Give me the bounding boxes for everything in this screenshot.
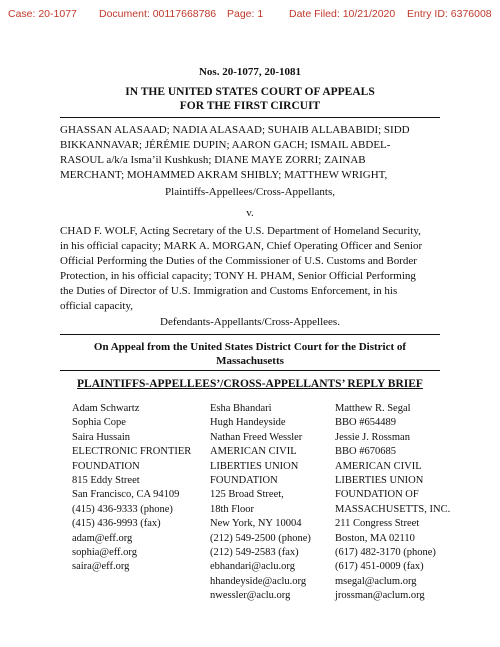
counsel-line: LIBERTIES UNION <box>335 474 424 486</box>
counsel-line: (617) 451-0009 (fax) <box>335 561 424 573</box>
counsel-line: FOUNDATION OF <box>335 489 419 501</box>
defendants-line: Protection, in his official capacity; TONY H. PHAM, Senior Official Performing <box>60 270 416 282</box>
counsel-line: Matthew R. Segal <box>335 403 411 414</box>
counsel-line: BBO #670685 <box>335 446 396 458</box>
plaintiffs-block <box>60 123 440 183</box>
counsel-line: (212) 549-2583 (fax) <box>210 546 299 558</box>
counsel-email: adam@eff.org <box>72 532 133 544</box>
counsel-email: sophia@eff.org <box>72 546 137 558</box>
brief-title: PLAINTIFFS-APPELLEES’/CROSS-APPELLANTS’ REPLY BRIEF <box>77 378 423 390</box>
plaintiffs-line: GHASSAN ALASAAD; NADIA ALASAAD; SUHAIB ALLABABIDI; SIDD <box>60 124 410 136</box>
counsel-line: 815 Eddy Street <box>72 474 140 486</box>
header-page: Page: 1 <box>227 8 264 20</box>
defendants-line: CHAD F. WOLF, Acting Secretary of the U.S. Department of Homeland Security, <box>60 225 421 237</box>
counsel-line: Boston, MA 02110 <box>335 532 415 544</box>
counsel-line: Nathan Freed Wessler <box>210 431 303 443</box>
counsel-column-aclum <box>335 402 450 603</box>
counsel-line: (415) 436-9333 (phone) <box>72 503 173 515</box>
case-numbers: Nos. 20-1077, 20-1081 <box>198 66 302 78</box>
header-entry-id: Entry ID: 6376008 <box>407 8 492 20</box>
counsel-line: Adam Schwartz <box>72 403 140 414</box>
defendants-block <box>60 224 440 314</box>
divider-bottom <box>60 370 440 371</box>
counsel-line: AMERICAN CIVIL <box>335 460 422 472</box>
header-date-filed: Date Filed: 10/21/2020 <box>289 8 396 20</box>
counsel-line: 18th Floor <box>210 503 255 515</box>
court-name <box>0 85 500 113</box>
divider-middle <box>60 334 440 335</box>
court-line-2: FOR THE FIRST CIRCUIT <box>179 100 321 112</box>
versus: v. <box>246 207 254 219</box>
counsel-line: 125 Broad Street, <box>210 489 284 501</box>
counsel-line: San Francisco, CA 94109 <box>72 489 180 501</box>
counsel-column-aclu <box>210 402 311 603</box>
defendants-line: official capacity, <box>60 300 133 312</box>
plaintiffs-line: MERCHANT; MOHAMMED AKRAM SHIBLY; MATTHEW WRIGHT, <box>60 169 388 181</box>
counsel-email: hhandeyside@aclu.org <box>210 575 307 587</box>
counsel-line: FOUNDATION <box>210 474 278 486</box>
counsel-line: AMERICAN CIVIL <box>210 446 297 458</box>
defendants-line: the Duties of Director of U.S. Immigration and Customs Enforcement, in his <box>60 285 398 297</box>
counsel-line: Sophia Cope <box>72 417 126 429</box>
counsel-email: jrossman@aclum.org <box>335 590 425 602</box>
counsel-line: ELECTRONIC FRONTIER <box>72 446 192 458</box>
counsel-line: Esha Bhandari <box>210 403 272 414</box>
counsel-line: BBO #654489 <box>335 417 396 429</box>
counsel-line: (212) 549-2500 (phone) <box>210 532 311 544</box>
counsel-column-eff <box>72 402 191 575</box>
counsel-line: Hugh Handeyside <box>210 417 286 429</box>
counsel-email: saira@eff.org <box>72 561 130 573</box>
counsel-line: New York, NY 10004 <box>210 518 302 530</box>
counsel-line: (415) 436-9993 (fax) <box>72 518 161 530</box>
counsel-email: ebhandari@aclu.org <box>210 561 295 573</box>
header-document: Document: 00117668786 <box>99 8 217 20</box>
plaintiffs-line: BIKKANNAVAR; JÉRÉMIE DUPIN; AARON GACH; ISMAIL ABDEL- <box>60 139 391 151</box>
counsel-line: MASSACHUSETTS, INC. <box>335 503 451 515</box>
plaintiffs-line: RASOUL a/k/a Isma’il Kushkush; DIANE MAYE ZORRI; ZAINAB <box>60 154 366 166</box>
counsel-line: Jessie J. Rossman <box>335 431 410 443</box>
appeal-origin <box>60 340 440 368</box>
appeal-line-2: Massachusetts <box>216 355 284 367</box>
counsel-email: msegal@aclum.org <box>335 575 417 587</box>
header-case: Case: 20-1077 <box>8 8 77 20</box>
counsel-line: LIBERTIES UNION <box>210 460 299 472</box>
appeal-line-1: On Appeal from the United States District Court for the District of <box>93 341 407 353</box>
defendants-line: in his official capacity; MARK A. MORGAN, Chief Operating Officer and Senior <box>60 240 423 252</box>
court-line-1: IN THE UNITED STATES COURT OF APPEALS <box>125 86 375 98</box>
counsel-line: 211 Congress Street <box>335 518 420 530</box>
counsel-line: (617) 482-3170 (phone) <box>335 546 436 558</box>
counsel-email: nwessler@aclu.org <box>210 590 291 602</box>
ecf-header <box>0 0 500 26</box>
plaintiffs-role: Plaintiffs-Appellees/Cross-Appellants, <box>165 186 335 198</box>
counsel-line: FOUNDATION <box>72 460 140 472</box>
counsel-line: Saira Hussain <box>72 431 131 443</box>
divider-top <box>60 117 440 118</box>
defendants-role: Defendants-Appellants/Cross-Appellees. <box>160 316 340 328</box>
defendants-line: Official Performing the Duties of the Commissioner of U.S. Customs and Border <box>60 255 417 267</box>
